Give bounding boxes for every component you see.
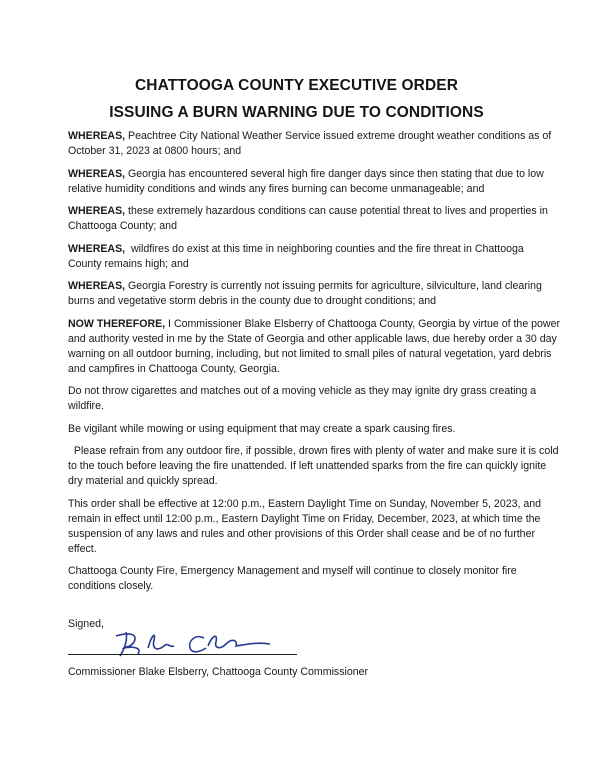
- paragraph: [68, 444, 560, 489]
- paragraph: [68, 564, 560, 594]
- paragraph-text: Be vigilant while mowing or using equipment that may create a spark causing fires.: [68, 422, 456, 435]
- document-title: CHATTOOGA COUNTY EXECUTIVE ORDER: [135, 77, 458, 94]
- paragraph-text: Peachtree City National Weather Service issued extreme drought weather conditions as of October 31, 2023 at 0800 hours; and: [68, 130, 552, 157]
- paragraph: [68, 129, 560, 159]
- paragraph-text: I Commissioner Blake Elsberry of Chattooga County, Georgia by virtue of the power and authority vested in me by the State of Georgia and other applicable laws, due hereby order a 30 day warning on all outdoor burning, including, but not limited to small piles of natural vegetation, yard debris and campfires in Chattooga County, Georgia.: [68, 317, 561, 375]
- signature-block: [68, 618, 368, 630]
- paragraph: [68, 497, 560, 557]
- paragraph-lead: WHEREAS,: [68, 242, 126, 255]
- paragraph-lead: NOW THEREFORE,: [68, 317, 166, 330]
- paragraph-lead: WHEREAS,: [68, 130, 126, 142]
- paragraph: [68, 279, 560, 309]
- paragraph-lead: WHEREAS,: [68, 280, 126, 292]
- signer-name: Commissioner Blake Elsberry, Chattooga County Commissioner: [68, 666, 369, 678]
- paragraph: [68, 242, 560, 272]
- paragraph-lead: WHEREAS,: [68, 205, 126, 217]
- signature-line: [68, 654, 297, 655]
- document-subtitle: ISSUING A BURN WARNING DUE TO CONDITIONS: [109, 104, 484, 121]
- paragraph: [68, 167, 560, 197]
- paragraph: [68, 204, 560, 234]
- paragraph-text: Georgia Forestry is currently not issuing permits for agriculture, silviculture, land clearing burns and vegetative storm debris in the county due to drought conditions; and: [68, 280, 542, 307]
- paragraph-text: Do not throw cigarettes and matches out of a moving vehicle as they may ignite dry grass creating a wildfire.: [68, 385, 537, 412]
- paragraph-text: Georgia has encountered several high fire danger days since then stating that due to low relative humidity conditions and winds any fires burning can become unmanageable; and: [68, 167, 544, 195]
- signed-label: Signed,: [68, 618, 104, 630]
- paragraph: [68, 317, 560, 377]
- document-body: [68, 129, 560, 602]
- paragraph-lead: WHEREAS,: [68, 167, 126, 180]
- paragraph-text: This order shall be effective at 12:00 p.m., Eastern Daylight Time on Sunday, November 5, 2023, and remain in effect until 12:00 p.m., Eastern Daylight Time on Friday, December, 2023, at which time the suspension of any laws and rules and other provisions of this Order shall cease and be of no further effect.: [68, 497, 542, 555]
- paragraph-text: wildfires do exist at this time in neighboring counties and the fire threat in Chattooga County remains high; and: [68, 242, 527, 270]
- paragraph-text: Please refrain from any outdoor fire, if possible, drown fires with plenty of water and make sure it is cold to the touch before leaving the fire unattended. If left unattended sparks from the fire can quickly ignite dry material and quickly spread.: [68, 445, 562, 487]
- paragraph-text: Chattooga County Fire, Emergency Management and myself will continue to closely monitor fire conditions closely.: [68, 565, 517, 592]
- paragraph: [68, 384, 560, 414]
- paragraph-text: these extremely hazardous conditions can cause potential threat to lives and properties in Chattooga County; and: [68, 205, 548, 232]
- paragraph: [68, 422, 560, 437]
